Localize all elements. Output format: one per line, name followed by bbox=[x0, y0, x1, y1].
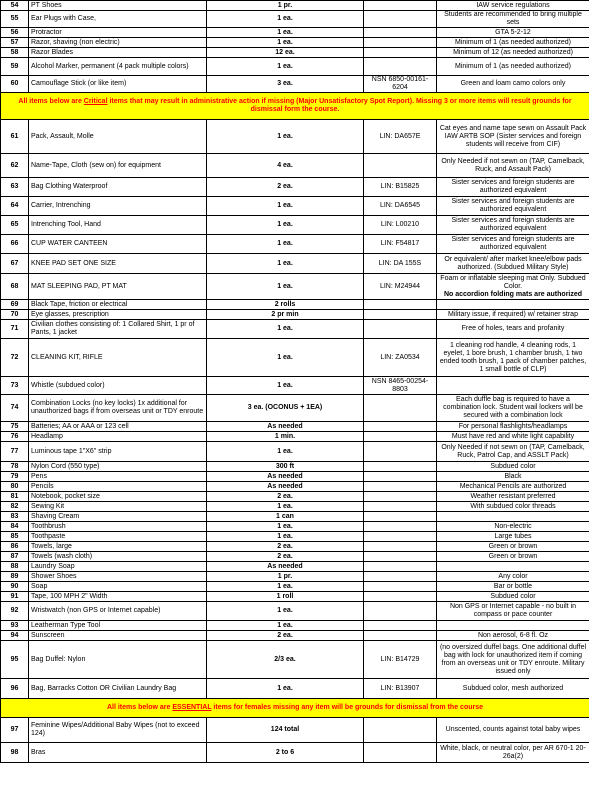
item-quantity: As needed bbox=[207, 482, 364, 492]
item-remarks: Minimum of 1 (as needed authorized) bbox=[437, 58, 589, 76]
item-number: 82 bbox=[1, 502, 29, 512]
item-remarks bbox=[437, 377, 589, 395]
item-remarks bbox=[437, 274, 589, 300]
item-number: 93 bbox=[1, 621, 29, 631]
table-row bbox=[1, 582, 589, 592]
item-name: Ear Plugs with Case, bbox=[29, 11, 207, 28]
item-lin bbox=[364, 552, 437, 562]
item-name: Combination Locks (no key locks) 1x additional for unauthorized bags if from overseas unit or TDY enroute bbox=[29, 395, 207, 422]
item-number: 62 bbox=[1, 154, 29, 178]
item-name: Shaving Cream bbox=[29, 512, 207, 522]
item-lin bbox=[364, 562, 437, 572]
item-lin: LIN: L00210 bbox=[364, 216, 437, 235]
item-lin bbox=[364, 1, 437, 11]
item-remarks: Weather resistant preferred bbox=[437, 492, 589, 502]
item-number: 70 bbox=[1, 310, 29, 320]
item-number: 74 bbox=[1, 395, 29, 422]
essential-banner-row bbox=[1, 699, 589, 718]
item-name: Whistle (subdued color) bbox=[29, 377, 207, 395]
item-number: 60 bbox=[1, 76, 29, 93]
table-row bbox=[1, 120, 589, 154]
table-row bbox=[1, 1, 589, 11]
table-row bbox=[1, 28, 589, 38]
item-name: Bag, Barracks Cotton OR Civilian Laundry Bag bbox=[29, 679, 207, 699]
item-remarks: Sister services and foreign students are authorized equivalent bbox=[437, 178, 589, 197]
table-row bbox=[1, 532, 589, 542]
item-name: Bag Duffel: Nylon bbox=[29, 641, 207, 679]
item-name: Feminine Wipes/Additional Baby Wipes (not to exceed 124) bbox=[29, 718, 207, 743]
item-lin bbox=[364, 512, 437, 522]
item-number: 75 bbox=[1, 422, 29, 432]
item-lin: LIN: ZA0534 bbox=[364, 339, 437, 377]
item-name: Alcohol Marker, permanent (4 pack multiple colors) bbox=[29, 58, 207, 76]
item-name: Wristwatch (non GPS or Internet capable) bbox=[29, 602, 207, 621]
item-name: Notebook, pocket size bbox=[29, 492, 207, 502]
item-name: Toothpaste bbox=[29, 532, 207, 542]
item-remarks: Sister services and foreign students are authorized equivalent bbox=[437, 216, 589, 235]
table-row bbox=[1, 274, 589, 300]
item-lin bbox=[364, 532, 437, 542]
item-remarks: (no oversized duffel bags. One additional duffel bag with lock for unauthorized item if coming from an overseas unit or TDY enroute. Military issued only bbox=[437, 641, 589, 679]
item-lin bbox=[364, 432, 437, 442]
item-name: Pack, Assault, Molle bbox=[29, 120, 207, 154]
table-row bbox=[1, 432, 589, 442]
item-remarks: Any color bbox=[437, 572, 589, 582]
item-name: Toothbrush bbox=[29, 522, 207, 532]
item-quantity: 4 ea. bbox=[207, 154, 364, 178]
item-quantity: 1 ea. bbox=[207, 58, 364, 76]
item-lin bbox=[364, 743, 437, 763]
item-quantity: 1 ea. bbox=[207, 502, 364, 512]
table-row bbox=[1, 502, 589, 512]
table-row bbox=[1, 377, 589, 395]
item-number: 73 bbox=[1, 377, 29, 395]
table-row bbox=[1, 197, 589, 216]
item-number: 64 bbox=[1, 197, 29, 216]
item-name: Sunscreen bbox=[29, 631, 207, 641]
table-row bbox=[1, 216, 589, 235]
table-row bbox=[1, 552, 589, 562]
item-remarks: Mechanical Pencils are authorized bbox=[437, 482, 589, 492]
item-remarks bbox=[437, 621, 589, 631]
item-number: 84 bbox=[1, 522, 29, 532]
item-number: 97 bbox=[1, 718, 29, 743]
item-lin bbox=[364, 631, 437, 641]
item-quantity: 1 pr. bbox=[207, 572, 364, 582]
table-row bbox=[1, 743, 589, 763]
item-name: Laundry Soap bbox=[29, 562, 207, 572]
item-lin bbox=[364, 522, 437, 532]
item-name: Intrenching Tool, Hand bbox=[29, 216, 207, 235]
table-row bbox=[1, 38, 589, 48]
item-remarks: 1 cleaning rod handle, 4 cleaning rods, 1 eyelet, 1 bore brush, 1 chamber brush, 1 two ended tooth brush, 1 pack of chamber patches, 1 small bottle of CLP) bbox=[437, 339, 589, 377]
item-quantity: 1 ea. bbox=[207, 442, 364, 462]
item-number: 58 bbox=[1, 48, 29, 58]
item-name: Luminous tape 1"X6" strip bbox=[29, 442, 207, 462]
table-row bbox=[1, 178, 589, 197]
item-quantity: 1 ea. bbox=[207, 11, 364, 28]
item-name: CLEANING KIT, RIFLE bbox=[29, 339, 207, 377]
item-name: Shower Shoes bbox=[29, 572, 207, 582]
item-number: 86 bbox=[1, 542, 29, 552]
table-row bbox=[1, 395, 589, 422]
item-name: Batteries; AA or AAA or 123 cell bbox=[29, 422, 207, 432]
item-name: CUP WATER CANTEEN bbox=[29, 235, 207, 254]
item-quantity: 1 ea. bbox=[207, 216, 364, 235]
table-row bbox=[1, 641, 589, 679]
table-row bbox=[1, 339, 589, 377]
item-name: KNEE PAD SET ONE SIZE bbox=[29, 254, 207, 274]
item-number: 85 bbox=[1, 532, 29, 542]
item-name: Carrier, Intrenching bbox=[29, 197, 207, 216]
item-remarks: IAW service regulations bbox=[437, 1, 589, 11]
item-number: 56 bbox=[1, 28, 29, 38]
item-remarks: White, black, or neutral color, per AR 670-1 20-26a(2) bbox=[437, 743, 589, 763]
item-name: Razor, shaving (non electric) bbox=[29, 38, 207, 48]
item-quantity: 2 ea. bbox=[207, 552, 364, 562]
item-remarks: Subdued color bbox=[437, 462, 589, 472]
item-name: Bag Clothing Waterproof bbox=[29, 178, 207, 197]
table-row bbox=[1, 631, 589, 641]
item-number: 54 bbox=[1, 1, 29, 11]
item-lin: NSN 6850-00161-6204 bbox=[364, 76, 437, 93]
item-name: MAT SLEEPING PAD, PT MAT bbox=[29, 274, 207, 300]
table-row bbox=[1, 602, 589, 621]
item-quantity: 2 ea. bbox=[207, 178, 364, 197]
item-remarks: Bar or bottle bbox=[437, 582, 589, 592]
item-remarks: Subdued color, mesh authorized bbox=[437, 679, 589, 699]
item-remarks: Unscented, counts against total baby wipes bbox=[437, 718, 589, 743]
item-lin bbox=[364, 38, 437, 48]
item-lin bbox=[364, 422, 437, 432]
table-row bbox=[1, 572, 589, 582]
table-body-critical bbox=[1, 120, 589, 699]
table-row bbox=[1, 562, 589, 572]
item-name: Soap bbox=[29, 582, 207, 592]
table-row bbox=[1, 621, 589, 631]
item-quantity: 2/3 ea. bbox=[207, 641, 364, 679]
table-row bbox=[1, 592, 589, 602]
critical-banner-pre: All items below are bbox=[18, 98, 84, 105]
table-row bbox=[1, 442, 589, 462]
table-row bbox=[1, 492, 589, 502]
item-number: 66 bbox=[1, 235, 29, 254]
item-quantity: 12 ea. bbox=[207, 48, 364, 58]
item-number: 65 bbox=[1, 216, 29, 235]
item-quantity: 1 ea. bbox=[207, 339, 364, 377]
table-row bbox=[1, 422, 589, 432]
item-lin bbox=[364, 502, 437, 512]
item-number: 68 bbox=[1, 274, 29, 300]
item-number: 94 bbox=[1, 631, 29, 641]
item-quantity: 1 ea. bbox=[207, 377, 364, 395]
item-lin bbox=[364, 48, 437, 58]
item-number: 61 bbox=[1, 120, 29, 154]
item-number: 88 bbox=[1, 562, 29, 572]
item-lin bbox=[364, 11, 437, 28]
item-name: Tape, 100 MPH 2" Width bbox=[29, 592, 207, 602]
item-lin: LIN: M24944 bbox=[364, 274, 437, 300]
item-quantity: 1 can bbox=[207, 512, 364, 522]
item-number: 78 bbox=[1, 462, 29, 472]
table-row bbox=[1, 462, 589, 472]
item-remarks: Each duffle bag is required to have a combination lock. Student wail lockers will be secured with a combination lock bbox=[437, 395, 589, 422]
item-name: Headlamp bbox=[29, 432, 207, 442]
item-lin bbox=[364, 58, 437, 76]
item-lin: LIN: B15825 bbox=[364, 178, 437, 197]
item-number: 57 bbox=[1, 38, 29, 48]
item-number: 98 bbox=[1, 743, 29, 763]
item-number: 69 bbox=[1, 300, 29, 310]
item-quantity: As needed bbox=[207, 472, 364, 482]
item-number: 77 bbox=[1, 442, 29, 462]
item-lin bbox=[364, 310, 437, 320]
item-number: 90 bbox=[1, 582, 29, 592]
item-quantity: 300 ft bbox=[207, 462, 364, 472]
item-remarks: Minimum of 12 (as needed authorized) bbox=[437, 48, 589, 58]
item-quantity: 1 roll bbox=[207, 592, 364, 602]
item-quantity: 2 rolls bbox=[207, 300, 364, 310]
item-remarks: Green or brown bbox=[437, 542, 589, 552]
item-remarks: Cat eyes and name tape sewn on Assault Pack IAW ARTB SOP (Sister services and foreign students will receive from CIF) bbox=[437, 120, 589, 154]
item-number: 79 bbox=[1, 472, 29, 482]
item-number: 67 bbox=[1, 254, 29, 274]
item-number: 83 bbox=[1, 512, 29, 522]
item-number: 80 bbox=[1, 482, 29, 492]
item-number: 87 bbox=[1, 552, 29, 562]
item-lin bbox=[364, 395, 437, 422]
critical-banner-emphasis: Critical bbox=[83, 98, 108, 105]
item-remarks-line: Foam or inflatable sleeping mat Only. Subdued Color. bbox=[440, 274, 586, 290]
item-name: Civilian clothes consisting of: 1 Collared Shirt, 1 pr of Pants, 1 jacket bbox=[29, 320, 207, 339]
item-lin: LIN: F54817 bbox=[364, 235, 437, 254]
item-remarks: Students are recommended to bring multiple sets bbox=[437, 11, 589, 28]
critical-banner bbox=[1, 93, 589, 120]
item-remarks bbox=[437, 562, 589, 572]
item-quantity: 2 ea. bbox=[207, 631, 364, 641]
item-remarks: Green or brown bbox=[437, 552, 589, 562]
item-lin: LIN: DA6545 bbox=[364, 197, 437, 216]
item-remarks-emphasis: No accordion folding mats are authorized bbox=[443, 290, 583, 298]
table-body-top bbox=[1, 1, 589, 93]
item-remarks: With subdued color threads bbox=[437, 502, 589, 512]
item-remarks: Military issue, if required) w/ retainer strap bbox=[437, 310, 589, 320]
item-remarks bbox=[437, 300, 589, 310]
item-name: Pencils bbox=[29, 482, 207, 492]
item-quantity: 1 ea. bbox=[207, 679, 364, 699]
item-lin bbox=[364, 300, 437, 310]
item-quantity: 3 ea. (OCONUS + 1EA) bbox=[207, 395, 364, 422]
item-remarks: Black bbox=[437, 472, 589, 482]
table-row bbox=[1, 482, 589, 492]
item-quantity: 1 ea. bbox=[207, 522, 364, 532]
item-remarks: Only Needed if not sewn on (TAP, Camelback, Ruck, and Assault Pack) bbox=[437, 154, 589, 178]
item-number: 96 bbox=[1, 679, 29, 699]
item-remarks: Only Needed if not sewn on (TAP, Camelback, Ruck, Patrol Cap, and ASSLT Pack) bbox=[437, 442, 589, 462]
critical-banner-row bbox=[1, 93, 589, 120]
item-remarks: Non GPS or Internet capable - no built in compass or pace counter bbox=[437, 602, 589, 621]
item-quantity: 1 min. bbox=[207, 432, 364, 442]
item-lin bbox=[364, 492, 437, 502]
item-lin: LIN: DA657E bbox=[364, 120, 437, 154]
item-lin bbox=[364, 542, 437, 552]
item-lin bbox=[364, 28, 437, 38]
item-quantity: 1 ea. bbox=[207, 28, 364, 38]
item-name: Bras bbox=[29, 743, 207, 763]
table-row bbox=[1, 310, 589, 320]
item-quantity: 1 pr. bbox=[207, 1, 364, 11]
item-number: 89 bbox=[1, 572, 29, 582]
item-number: 55 bbox=[1, 11, 29, 28]
item-name: Towels, large bbox=[29, 542, 207, 552]
item-quantity: 1 ea. bbox=[207, 602, 364, 621]
item-lin: NSN 8465-00254-8803 bbox=[364, 377, 437, 395]
item-name: Sewing Kit bbox=[29, 502, 207, 512]
critical-banner-section bbox=[1, 93, 589, 120]
item-remarks: Must have red and white light capability bbox=[437, 432, 589, 442]
item-remarks bbox=[437, 512, 589, 522]
essential-banner bbox=[1, 699, 589, 718]
item-quantity: 1 ea. bbox=[207, 274, 364, 300]
table-row bbox=[1, 542, 589, 552]
item-number: 71 bbox=[1, 320, 29, 339]
table-row bbox=[1, 320, 589, 339]
table-row bbox=[1, 512, 589, 522]
item-name: Name-Tape, Cloth (sew on) for equipment bbox=[29, 154, 207, 178]
item-number: 63 bbox=[1, 178, 29, 197]
table-row bbox=[1, 254, 589, 274]
table-body-essential bbox=[1, 718, 589, 763]
item-quantity: As needed bbox=[207, 422, 364, 432]
item-number: 59 bbox=[1, 58, 29, 76]
item-remarks: Green and loam camo colors only bbox=[437, 76, 589, 93]
item-name: Eye glasses, prescription bbox=[29, 310, 207, 320]
item-quantity: 1 ea. bbox=[207, 320, 364, 339]
item-lin bbox=[364, 572, 437, 582]
item-lin: LIN: B14729 bbox=[364, 641, 437, 679]
item-name: Protractor bbox=[29, 28, 207, 38]
item-lin bbox=[364, 320, 437, 339]
item-number: 95 bbox=[1, 641, 29, 679]
item-quantity: 1 ea. bbox=[207, 120, 364, 154]
essential-banner-pre: All items below are bbox=[106, 704, 173, 711]
item-quantity: 1 ea. bbox=[207, 582, 364, 592]
item-lin bbox=[364, 472, 437, 482]
item-remarks: Free of holes, tears and profanity bbox=[437, 320, 589, 339]
item-lin bbox=[364, 154, 437, 178]
item-remarks: Minimum of 1 (as needed authorized) bbox=[437, 38, 589, 48]
table-row bbox=[1, 58, 589, 76]
item-lin: LIN: B13907 bbox=[364, 679, 437, 699]
item-remarks: Non aerosol, 6-8 fl. Oz bbox=[437, 631, 589, 641]
item-name: Razor Blades bbox=[29, 48, 207, 58]
item-remarks: Sister services and foreign students are authorized equivalent bbox=[437, 235, 589, 254]
item-quantity: 1 ea. bbox=[207, 235, 364, 254]
item-lin bbox=[364, 592, 437, 602]
item-quantity: 3 ea. bbox=[207, 76, 364, 93]
item-number: 81 bbox=[1, 492, 29, 502]
item-name: Pens bbox=[29, 472, 207, 482]
table-row bbox=[1, 300, 589, 310]
essential-banner-section bbox=[1, 699, 589, 718]
item-remarks: Subdued color bbox=[437, 592, 589, 602]
item-lin bbox=[364, 442, 437, 462]
item-lin bbox=[364, 482, 437, 492]
item-name: Nylon Cord (550 type) bbox=[29, 462, 207, 472]
table-row bbox=[1, 522, 589, 532]
table-row bbox=[1, 472, 589, 482]
item-quantity: 2 to 6 bbox=[207, 743, 364, 763]
critical-banner-post: items that may result in administrative action if missing (Major Unsatisfactory Spot Report). Missing 3 or more items will result grounds for dismissal form the course. bbox=[107, 98, 572, 113]
item-lin bbox=[364, 621, 437, 631]
item-lin bbox=[364, 718, 437, 743]
item-quantity: 2 ea. bbox=[207, 492, 364, 502]
item-number: 91 bbox=[1, 592, 29, 602]
item-number: 72 bbox=[1, 339, 29, 377]
item-quantity: 2 ea. bbox=[207, 542, 364, 552]
table-row bbox=[1, 48, 589, 58]
table-row bbox=[1, 235, 589, 254]
item-quantity: 1 ea. bbox=[207, 38, 364, 48]
table-row bbox=[1, 76, 589, 93]
item-lin bbox=[364, 462, 437, 472]
item-quantity: 1 ea. bbox=[207, 254, 364, 274]
item-name: Leatherman Type Tool bbox=[29, 621, 207, 631]
item-lin bbox=[364, 602, 437, 621]
table-row bbox=[1, 679, 589, 699]
essential-banner-emphasis: ESSENTIAL bbox=[172, 704, 212, 711]
essential-banner-post: items for females missing any item will be grounds for dismissal from the course bbox=[211, 704, 484, 711]
item-name: Towels (wash cloth) bbox=[29, 552, 207, 562]
table-row bbox=[1, 718, 589, 743]
item-quantity: 1 ea. bbox=[207, 532, 364, 542]
item-quantity: 124 total bbox=[207, 718, 364, 743]
item-quantity: 1 ea. bbox=[207, 621, 364, 631]
item-remarks: Non-electric bbox=[437, 522, 589, 532]
table-row bbox=[1, 11, 589, 28]
item-quantity: 1 ea. bbox=[207, 197, 364, 216]
item-remarks: Large tubes bbox=[437, 532, 589, 542]
item-number: 76 bbox=[1, 432, 29, 442]
table-row bbox=[1, 154, 589, 178]
item-number: 92 bbox=[1, 602, 29, 621]
item-name: PT Shoes bbox=[29, 1, 207, 11]
item-lin: LIN: DA 155S bbox=[364, 254, 437, 274]
item-quantity: As needed bbox=[207, 562, 364, 572]
item-lin bbox=[364, 582, 437, 592]
item-quantity: 2 pr min bbox=[207, 310, 364, 320]
item-remarks: Sister services and foreign students are authorized equivalent bbox=[437, 197, 589, 216]
item-name: Black Tape, friction or electrical bbox=[29, 300, 207, 310]
item-name: Camouflage Stick (or like item) bbox=[29, 76, 207, 93]
item-remarks: For personal flashlights/headlamps bbox=[437, 422, 589, 432]
item-remarks: GTA 5-2-12 bbox=[437, 28, 589, 38]
item-remarks: Or equivalent/ after market knee/elbow pads authorized. (Subdued Military Style) bbox=[437, 254, 589, 274]
